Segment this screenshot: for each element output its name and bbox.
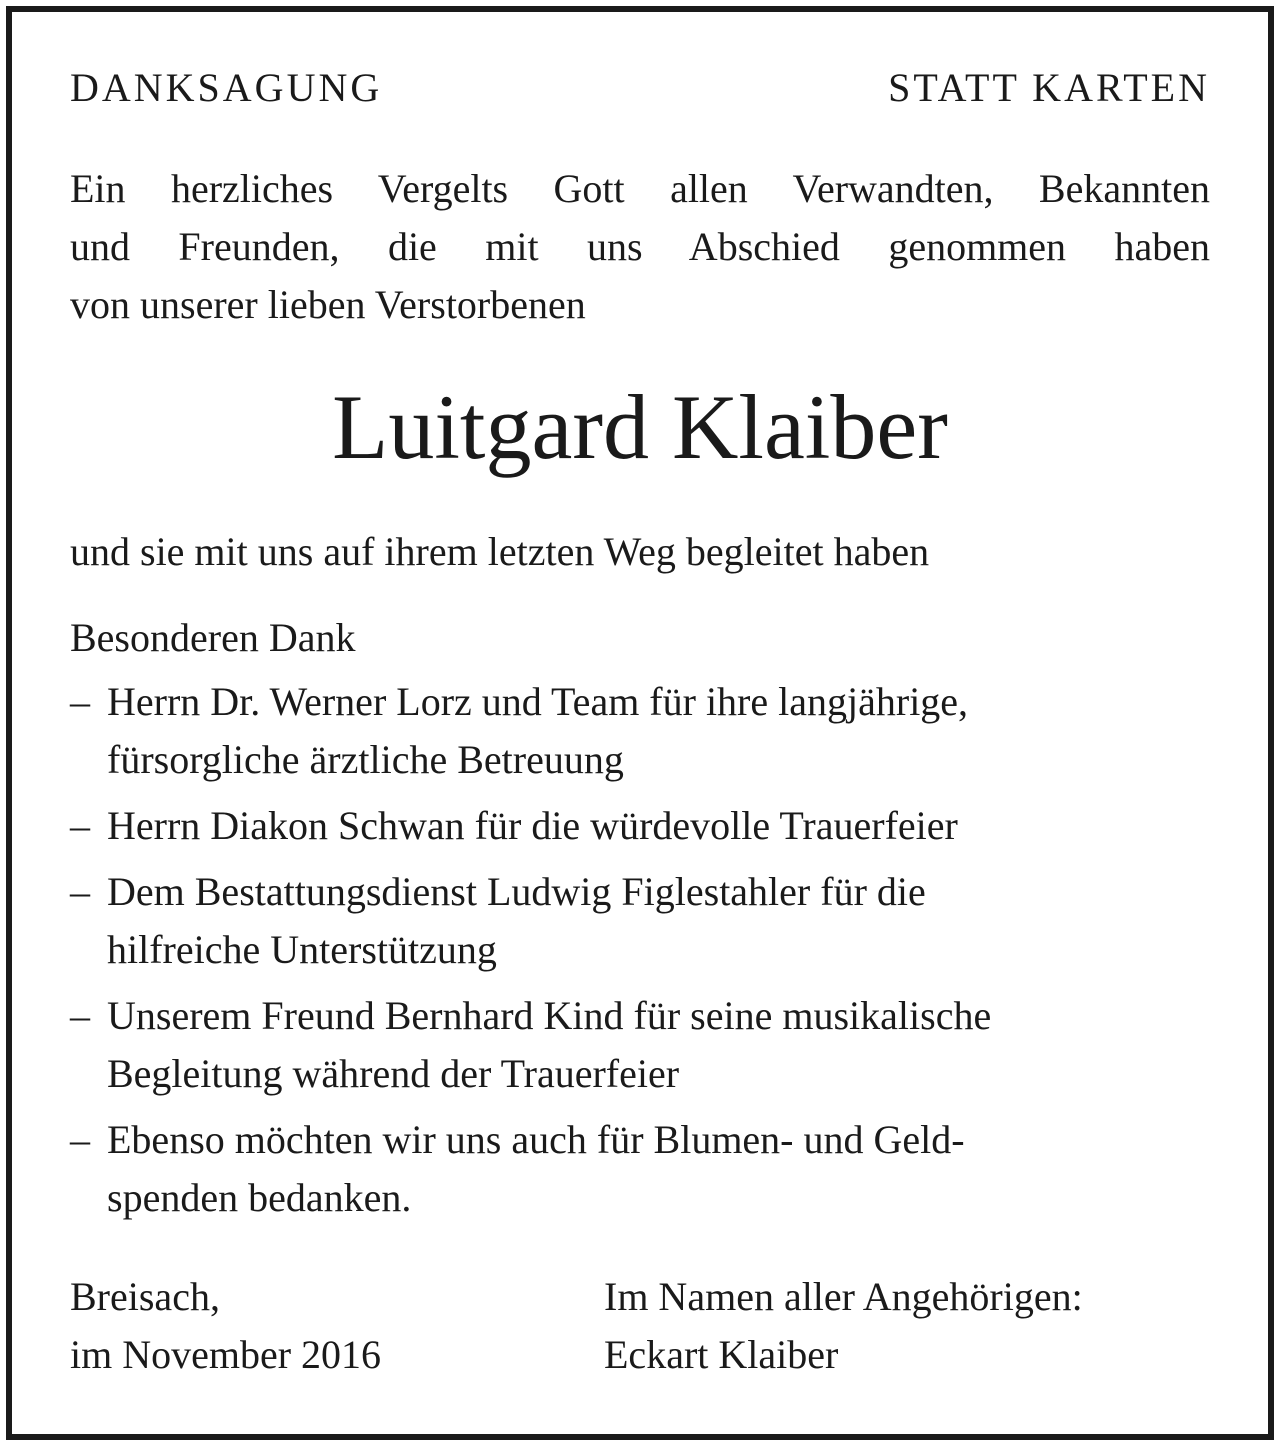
footer-place: Breisach, xyxy=(70,1274,220,1319)
thanks-item-line: spenden bedanken. xyxy=(107,1175,412,1220)
thanks-item-text xyxy=(107,797,1220,855)
footer-on-behalf: Im Namen aller Angehörigen: xyxy=(604,1274,1083,1319)
intro-line-2: und Freunden, die mit uns Abschied genommen haben xyxy=(70,224,1210,269)
thanks-item xyxy=(70,1111,1220,1227)
thanks-item-text xyxy=(107,987,1220,1103)
notice-header xyxy=(70,62,1210,114)
footer-signature xyxy=(604,1268,1083,1384)
thanks-item-text xyxy=(107,673,1220,789)
thanks-dash: – xyxy=(70,869,90,914)
intro-paragraph xyxy=(70,160,1210,334)
thanks-item-line: Herrn Dr. Werner Lorz und Team für ihre langjährige, xyxy=(107,679,969,724)
thanks-dash: – xyxy=(70,993,90,1038)
thanks-dash: – xyxy=(70,1117,90,1162)
thanks-dash: – xyxy=(70,679,90,724)
thanks-item xyxy=(70,987,1220,1103)
thanks-title: Besonderen Dank xyxy=(70,615,356,660)
thanks-item-line: hilfreiche Unterstützung xyxy=(107,927,497,972)
thanks-item-line: Unserem Freund Bernhard Kind für seine musikalische xyxy=(107,993,992,1038)
footer-date: im November 2016 xyxy=(70,1332,382,1377)
deceased-name: Luitgard Klaiber xyxy=(332,376,948,478)
thanks-item xyxy=(70,863,1220,979)
intro-line-1: Ein herzliches Vergelts Gott allen Verwandten, Bekannten xyxy=(70,166,1210,211)
thanks-item-line: fürsorgliche ärztliche Betreuung xyxy=(107,737,624,782)
thanks-item-line: Ebenso möchten wir uns auch für Blumen- und Geld- xyxy=(107,1117,965,1162)
thanks-dash: – xyxy=(70,803,90,848)
thanks-list xyxy=(70,673,1220,1235)
intro-line-3: von unserer lieben Verstorbenen xyxy=(70,282,586,327)
thanks-item xyxy=(70,673,1220,789)
thanks-item-line: Begleitung während der Trauerfeier xyxy=(107,1051,680,1096)
thanks-item-text xyxy=(107,863,1220,979)
header-title: DANKSAGUNG xyxy=(70,65,383,110)
thanks-item-text xyxy=(107,1111,1220,1227)
footer-place-date xyxy=(70,1268,381,1384)
after-name-text: und sie mit uns auf ihrem letzten Weg begleitet haben xyxy=(70,529,930,574)
thanks-item-line: Herrn Diakon Schwan für die würdevolle Trauerfeier xyxy=(107,803,958,848)
thanks-item-line: Dem Bestattungsdienst Ludwig Figlestahler für die xyxy=(107,869,926,914)
footer-signer: Eckart Klaiber xyxy=(604,1332,839,1377)
thanks-item xyxy=(70,797,1220,855)
header-subtitle: STATT KARTEN xyxy=(888,65,1210,110)
